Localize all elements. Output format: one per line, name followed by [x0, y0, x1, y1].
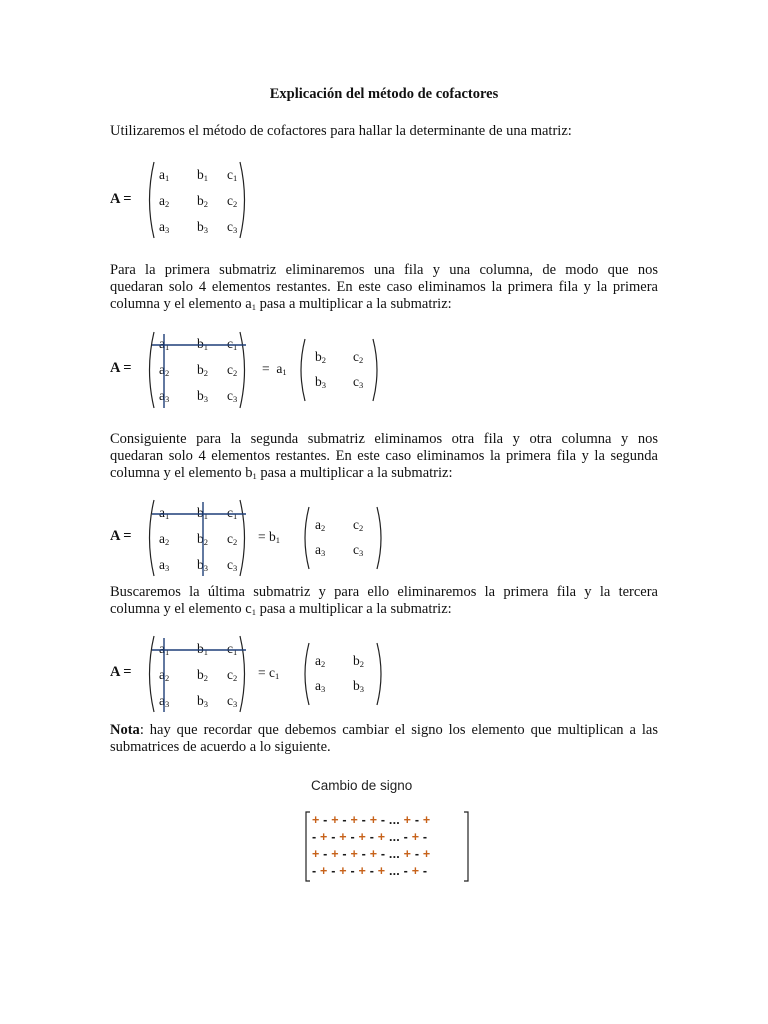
matrix-a-cell-r3c3-sub: 3	[233, 225, 238, 235]
matrix-a-cell-r1c3	[227, 167, 237, 183]
nota-text1: : hay que recordar que debemos cambiar el signo los elemento que multiplican a las	[139, 722, 658, 738]
eq1-subcell-r1c1	[315, 349, 326, 365]
eq2-subcell-r2c2-letter: c	[353, 542, 359, 557]
eq3-cell-r3c2-sub: 3	[203, 699, 208, 709]
plus-sign: +	[316, 830, 328, 844]
eq1-cell-r3c3-letter: c	[227, 388, 233, 403]
minus-sign: -	[411, 847, 420, 861]
eq2-subcell-r2c1	[315, 542, 325, 558]
eq2-subcell-r1c2-letter: c	[353, 517, 359, 532]
eq3-subcell-r1c1-letter: a	[315, 653, 321, 668]
matrix-a-cell-r1c2-letter: b	[197, 167, 204, 182]
eq3-cell-r2c2-letter: b	[197, 667, 204, 682]
para1-line3a: columna y el elemento a	[110, 296, 252, 312]
matrix-a-cell-r2c1	[159, 193, 169, 209]
plus-sign: +	[316, 864, 328, 878]
eq1-subcell-r2c1	[315, 374, 326, 390]
eq1-subcell-r2c1-letter: b	[315, 374, 322, 389]
eq1-cell-r1c2-sub: 1	[203, 342, 208, 352]
eq3-cell-r1c3-sub: 1	[233, 647, 238, 657]
eq3-cell-r2c1-sub: 2	[165, 673, 170, 683]
matrix-a-cell-r2c2	[197, 193, 208, 209]
minus-sign: -	[377, 847, 386, 861]
eq1-factor	[262, 361, 287, 377]
page-title: Explicación del método de cofactores	[269, 86, 499, 102]
eq2-factor-sub: 1	[275, 535, 280, 545]
para3-sub: 1	[251, 607, 256, 617]
sign-row	[312, 864, 427, 878]
eq2-factor-letter: b	[269, 529, 276, 544]
eq3-cell-r2c2-sub: 2	[203, 673, 208, 683]
sign-row	[312, 830, 427, 844]
eq1-strike-lines	[144, 330, 254, 410]
plus-sign: +	[419, 847, 431, 861]
plus-sign: +	[312, 847, 320, 861]
matrix-a-cell-r1c3-letter: c	[227, 167, 233, 182]
eq1-subcell-r1c1-sub: 2	[321, 355, 326, 365]
eq3-cell-r1c1-sub: 1	[165, 647, 170, 657]
eq1-cell-r3c1-sub: 3	[165, 394, 170, 404]
eq1-cell-r2c1-letter: a	[159, 362, 165, 377]
eq1-cell-r2c1-sub: 2	[165, 368, 170, 378]
eq1-subcell-r1c2-sub: 2	[359, 355, 364, 365]
eq1-subcell-r2c2-letter: c	[353, 374, 359, 389]
eq2-label: A =	[110, 528, 132, 544]
matrix-a-cell-r3c3-letter: c	[227, 219, 233, 234]
para3-line1: Buscaremos la última submatriz y para ello eliminaremos la primera fila y la tercera	[110, 584, 658, 600]
ellipsis: ...	[385, 813, 400, 827]
sign-change-title: Cambio de signo	[311, 778, 413, 793]
para3-line2	[110, 601, 658, 621]
eq2-cell-r1c2-sub: 1	[203, 511, 208, 521]
matrix-a-cell-r1c1-sub: 1	[165, 173, 170, 183]
eq1-cell-r1c3-sub: 1	[233, 342, 238, 352]
matrix-a-cell-r1c2	[197, 167, 208, 183]
eq3-subcell-r1c1-sub: 2	[321, 659, 326, 669]
eq3-label: A =	[110, 664, 132, 680]
plus-sign: +	[346, 847, 358, 861]
eq2-sub-brackets	[300, 505, 388, 571]
plus-sign: +	[374, 864, 386, 878]
eq2-strike-lines	[144, 498, 254, 578]
eq2-cell-r2c2-letter: b	[197, 531, 204, 546]
matrix-a-label: A =	[110, 191, 132, 207]
matrix-a-cell-r2c2-sub: 2	[203, 199, 208, 209]
minus-sign: -	[419, 830, 428, 844]
minus-sign: -	[366, 864, 375, 878]
eq3-equals: =	[258, 665, 266, 680]
eq2-cell-r3c1-sub: 3	[165, 563, 170, 573]
eq1-cell-r3c1-letter: a	[159, 388, 165, 403]
matrix-a-cell-r3c1	[159, 219, 169, 235]
para2-line3b: pasa a multiplicar a la submatriz:	[260, 465, 453, 481]
minus-sign: -	[399, 864, 409, 878]
plus-sign: +	[346, 813, 358, 827]
minus-sign: -	[327, 830, 336, 844]
matrix-a-cell-r1c2-sub: 1	[203, 173, 208, 183]
eq3-subcell-r1c2-sub: 2	[359, 659, 364, 669]
plus-sign: +	[335, 864, 347, 878]
nota-line2: submatrices de acuerdo a lo siguiente.	[110, 739, 331, 755]
minus-sign: -	[346, 830, 355, 844]
eq2-cell-r3c3-letter: c	[227, 557, 233, 572]
matrix-a-cell-r1c1-letter: a	[159, 167, 165, 182]
eq1-cell-r2c2-sub: 2	[203, 368, 208, 378]
plus-sign: +	[327, 847, 339, 861]
plus-sign: +	[366, 847, 378, 861]
minus-sign: -	[327, 864, 336, 878]
eq2-subcell-r1c1-sub: 2	[321, 523, 326, 533]
eq3-factor-letter: c	[269, 665, 275, 680]
matrix-a-cell-r1c3-sub: 1	[233, 173, 238, 183]
eq3-subcell-r1c1	[315, 653, 325, 669]
ellipsis: ...	[385, 864, 400, 878]
eq3-cell-r2c3-letter: c	[227, 667, 233, 682]
minus-sign: -	[338, 813, 347, 827]
eq3-subcell-r1c2-letter: b	[353, 653, 360, 668]
eq3-cell-r1c3-letter: c	[227, 641, 233, 656]
eq1-factor-letter: a	[276, 361, 283, 376]
plus-sign: +	[312, 813, 320, 827]
matrix-a-cell-r2c1-sub: 2	[165, 199, 170, 209]
para2-line3a: columna y el elemento b	[110, 465, 253, 481]
para1-line2: quedaran solo 4 elementos restantes. En este caso eliminamos la primera fila y la primera	[110, 279, 658, 295]
minus-sign: -	[312, 864, 317, 878]
eq2-cell-r3c2-sub: 3	[203, 563, 208, 573]
eq3-subcell-r1c2	[353, 653, 364, 669]
eq1-cell-r3c2-sub: 3	[203, 394, 208, 404]
eq1-label: A =	[110, 360, 132, 376]
minus-sign: -	[357, 813, 367, 827]
eq2-cell-r1c3-letter: c	[227, 505, 233, 520]
eq3-strike-lines	[144, 634, 254, 714]
nota-line1	[110, 722, 658, 739]
eq1-subcell-r2c2-sub: 3	[359, 380, 364, 390]
minus-sign: -	[399, 830, 409, 844]
plus-sign: +	[335, 830, 347, 844]
para1-line3	[110, 296, 658, 316]
minus-sign: -	[346, 864, 355, 878]
nota-label: Nota	[110, 722, 140, 738]
eq2-subcell-r2c2	[353, 542, 363, 558]
ellipsis: ...	[385, 847, 400, 861]
eq3-subcell-r2c2-sub: 3	[359, 684, 364, 694]
paragraph-1	[110, 262, 658, 316]
eq2-cell-r2c3-sub: 2	[233, 537, 238, 547]
matrix-a-cell-r3c1-sub: 3	[165, 225, 170, 235]
eq1-cell-r1c1-letter: a	[159, 336, 165, 351]
eq3-cell-r3c3-letter: c	[227, 693, 233, 708]
intro-text: Utilizaremos el método de cofactores para hallar la determinante de una matriz:	[110, 123, 572, 139]
plus-sign: +	[408, 830, 420, 844]
eq1-cell-r3c2-letter: b	[197, 388, 204, 403]
plus-sign: +	[399, 813, 412, 827]
matrix-a-cell-r3c2-letter: b	[197, 219, 204, 234]
eq2-cell-r2c1-letter: a	[159, 531, 165, 546]
plus-sign: +	[366, 813, 378, 827]
matrix-a-cell-r3c2-sub: 3	[203, 225, 208, 235]
eq1-subcell-r2c2	[353, 374, 363, 390]
nota-paragraph	[110, 722, 658, 756]
matrix-a-cell-r3c2	[197, 219, 208, 235]
eq2-cell-r3c1-letter: a	[159, 557, 165, 572]
ellipsis: ...	[385, 830, 400, 844]
eq2-subcell-r1c1	[315, 517, 325, 533]
eq1-sub-brackets	[296, 337, 384, 403]
para2-sub: 1	[252, 471, 257, 481]
eq1-subcell-r1c1-letter: b	[315, 349, 322, 364]
eq3-cell-r2c3-sub: 2	[233, 673, 238, 683]
eq2-cell-r2c1-sub: 2	[165, 537, 170, 547]
paragraph-3	[110, 584, 658, 621]
eq2-cell-r1c2-letter: b	[197, 505, 204, 520]
eq1-subcell-r1c2	[353, 349, 363, 365]
eq1-cell-r1c2-letter: b	[197, 336, 204, 351]
eq2-subcell-r1c2	[353, 517, 363, 533]
paragraph-2	[110, 431, 658, 485]
eq2-cell-r1c3-sub: 1	[233, 511, 238, 521]
plus-sign: +	[354, 830, 367, 844]
para1-sub: 1	[251, 302, 256, 312]
eq3-subcell-r2c1-letter: a	[315, 678, 321, 693]
matrix-a-cell-r2c2-letter: b	[197, 193, 204, 208]
eq3-factor-sub: 1	[275, 671, 280, 681]
eq1-subcell-r1c2-letter: c	[353, 349, 359, 364]
eq3-sub-brackets	[300, 641, 388, 707]
eq2-subcell-r1c1-letter: a	[315, 517, 321, 532]
plus-sign: +	[419, 813, 431, 827]
eq1-cell-r1c1-sub: 1	[165, 342, 170, 352]
para2-line3	[110, 465, 658, 485]
minus-sign: -	[319, 847, 328, 861]
eq2-subcell-r1c2-sub: 2	[359, 523, 364, 533]
matrix-a-cell-r2c1-letter: a	[159, 193, 165, 208]
eq2-factor	[258, 529, 280, 545]
sign-row	[312, 847, 430, 861]
matrix-a-cell-r3c3	[227, 219, 237, 235]
minus-sign: -	[366, 830, 375, 844]
minus-sign: -	[312, 830, 317, 844]
minus-sign: -	[377, 813, 386, 827]
eq1-factor-sub: 1	[282, 367, 287, 377]
eq1-cell-r2c3-sub: 2	[233, 368, 238, 378]
plus-sign: +	[327, 813, 339, 827]
eq1-cell-r2c2-letter: b	[197, 362, 204, 377]
matrix-a-cell-r2c3-sub: 2	[233, 199, 238, 209]
eq3-subcell-r2c1-sub: 3	[321, 684, 326, 694]
plus-sign: +	[354, 864, 367, 878]
eq3-cell-r3c2-letter: b	[197, 693, 204, 708]
eq3-cell-r3c1-sub: 3	[165, 699, 170, 709]
eq3-cell-r1c2-letter: b	[197, 641, 204, 656]
para3-line2b: pasa a multiplicar a la submatriz:	[259, 601, 452, 617]
eq2-subcell-r2c1-letter: a	[315, 542, 321, 557]
minus-sign: -	[338, 847, 347, 861]
eq3-factor	[258, 665, 279, 681]
para2-line2: quedaran solo 4 elementos restantes. En este caso eliminamos la primera fila y la segunda	[110, 448, 658, 464]
eq2-cell-r1c1-letter: a	[159, 505, 165, 520]
sign-row	[312, 813, 430, 827]
plus-sign: +	[374, 830, 386, 844]
eq2-subcell-r2c1-sub: 3	[321, 548, 326, 558]
plus-sign: +	[399, 847, 412, 861]
eq3-cell-r2c1-letter: a	[159, 667, 165, 682]
eq2-cell-r2c3-letter: c	[227, 531, 233, 546]
eq2-subcell-r2c2-sub: 3	[359, 548, 364, 558]
eq3-cell-r3c1-letter: a	[159, 693, 165, 708]
minus-sign: -	[319, 813, 328, 827]
eq1-cell-r2c3-letter: c	[227, 362, 233, 377]
eq2-cell-r3c2-letter: b	[197, 557, 204, 572]
eq2-equals: =	[258, 529, 266, 544]
para2-line1: Consiguiente para la segunda submatriz eliminamos otra fila y otra columna y nos	[110, 431, 658, 447]
para1-line3b: pasa a multiplicar a la submatriz:	[259, 296, 452, 312]
eq3-cell-r1c1-letter: a	[159, 641, 165, 656]
para3-line2a: columna y el elemento c	[110, 601, 252, 617]
plus-sign: +	[408, 864, 420, 878]
eq1-cell-r1c3-letter: c	[227, 336, 233, 351]
minus-sign: -	[419, 864, 428, 878]
eq3-cell-r3c3-sub: 3	[233, 699, 238, 709]
eq1-subcell-r2c1-sub: 3	[321, 380, 326, 390]
eq2-cell-r2c2-sub: 2	[203, 537, 208, 547]
matrix-a-cell-r3c1-letter: a	[159, 219, 165, 234]
eq2-cell-r3c3-sub: 3	[233, 563, 238, 573]
minus-sign: -	[411, 813, 420, 827]
matrix-a-cell-r1c1	[159, 167, 169, 183]
eq3-cell-r1c2-sub: 1	[203, 647, 208, 657]
eq3-subcell-r2c2	[353, 678, 364, 694]
eq1-equals: =	[262, 361, 270, 376]
eq1-cell-r3c3-sub: 3	[233, 394, 238, 404]
matrix-a-cell-r2c3	[227, 193, 237, 209]
minus-sign: -	[357, 847, 367, 861]
eq3-subcell-r2c2-letter: b	[353, 678, 360, 693]
eq3-subcell-r2c1	[315, 678, 325, 694]
matrix-a-cell-r2c3-letter: c	[227, 193, 233, 208]
para1-line1: Para la primera submatriz eliminaremos una fila y una columna, de modo que nos	[110, 262, 658, 278]
eq2-cell-r1c1-sub: 1	[165, 511, 170, 521]
